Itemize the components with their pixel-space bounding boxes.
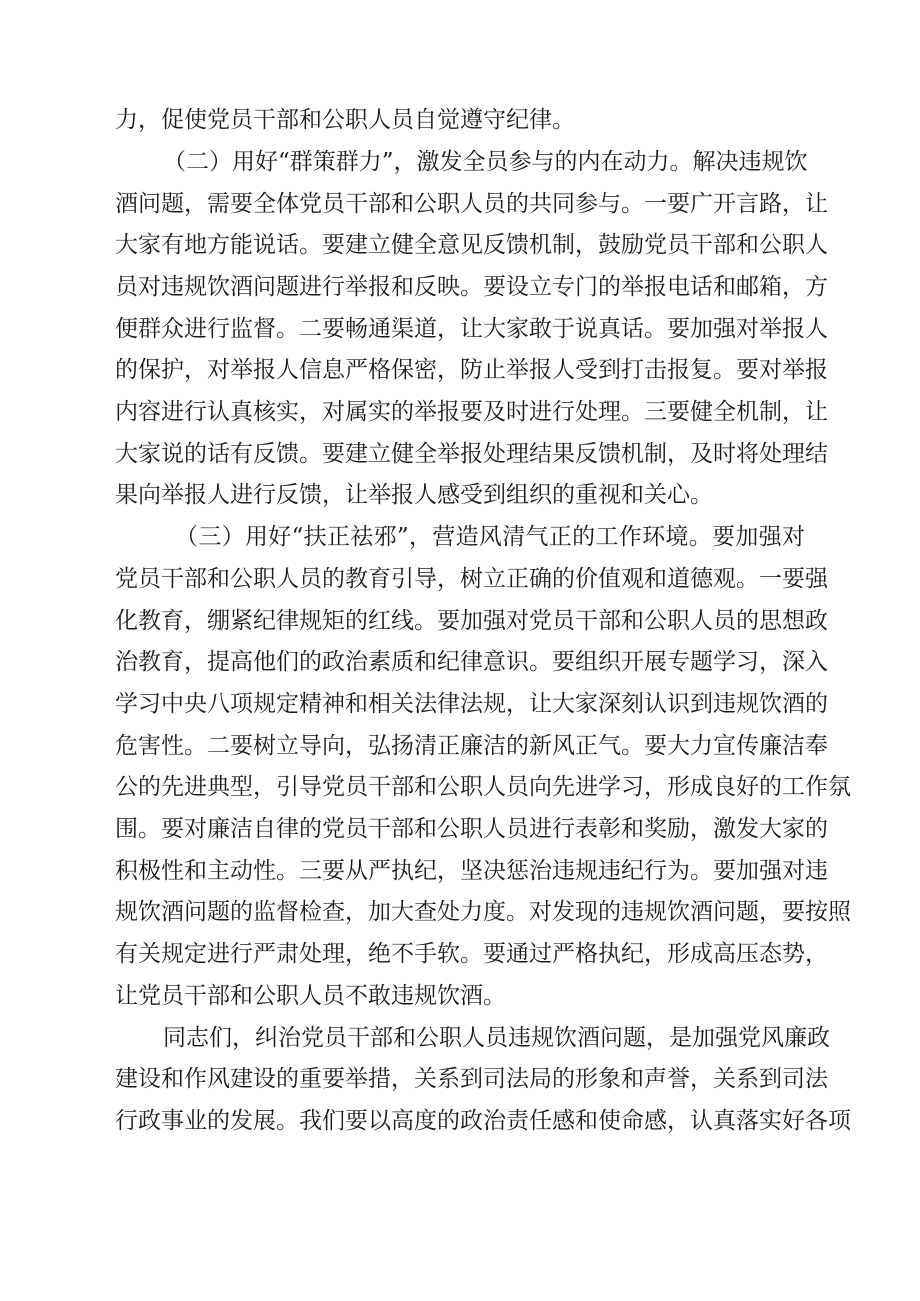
- text-line: 规饮酒问题的监督检查，加大查处力度。对发现的违规饮酒问题，要按照: [115, 899, 851, 925]
- text-line: 治教育，提高他们的政治素质和纪律意识。要组织开展专题学习，深入: [115, 649, 828, 675]
- text-line: 有关规定进行严肃处理，绝不手软。要通过严格执纪，形成高压态势，: [115, 941, 828, 967]
- text-line: 建设和作风建设的重要举措，关系到司法局的形象和声誉，关系到司法: [115, 1066, 828, 1092]
- text-line: 积极性和主动性。三要从严执纪，坚决惩治违规违纪行为。要加强对违: [115, 858, 828, 884]
- text-line: 让党员干部和公职人员不敢违规饮酒。: [115, 983, 506, 1009]
- text-line: 便群众进行监督。二要畅通渠道，让大家敢于说真话。要加强对举报人: [115, 316, 828, 342]
- text-line: 大家有地方能说话。要建立健全意见反馈机制，鼓励党员干部和公职人: [115, 232, 828, 258]
- text-line: 力，促使党员干部和公职人员自觉遵守纪律。: [115, 107, 575, 133]
- text-line: 公的先进典型，引导党员干部和公职人员向先进学习，形成良好的工作氛: [115, 774, 851, 800]
- text-line: 员对违规饮酒问题进行举报和反映。要设立专门的举报电话和邮箱，方: [115, 274, 828, 300]
- text-line: 围。要对廉洁自律的党员干部和公职人员进行表彰和奖励，激发大家的: [115, 816, 828, 842]
- text-line: 酒问题，需要全体党员干部和公职人员的共同参与。一要广开言路，让: [115, 191, 828, 217]
- section-heading-line: （二）用好“群策群力”，激发全员参与的内在动力。解决违规饮: [163, 149, 808, 175]
- text-line: 学习中央八项规定精神和相关法律法规，让大家深刻认识到违规饮酒的: [115, 691, 828, 717]
- text-line: 果向举报人进行反馈，让举报人感受到组织的重视和关心。: [115, 482, 713, 508]
- section-heading-line: （三）用好“扶正祛邪”，营造风清气正的工作环境。要加强对: [175, 524, 805, 550]
- text-line: 化教育，绷紧纪律规矩的红线。要加强对党员干部和公职人员的思想政: [115, 608, 828, 634]
- text-line: 行政事业的发展。我们要以高度的政治责任感和使命感，认真落实好各项: [115, 1108, 851, 1134]
- text-line: 内容进行认真核实，对属实的举报要及时进行处理。三要健全机制，让: [115, 399, 828, 425]
- text-line: 危害性。二要树立导向，弘扬清正廉洁的新风正气。要大力宣传廉洁奉: [115, 733, 828, 759]
- text-line: 党员干部和公职人员的教育引导，树立正确的价值观和道德观。一要强: [115, 566, 828, 592]
- text-line: 大家说的话有反馈。要建立健全举报处理结果反馈机制，及时将处理结: [115, 441, 828, 467]
- text-line: 的保护，对举报人信息严格保密，防止举报人受到打击报复。要对举报: [115, 357, 828, 383]
- paragraph-start-line: 同志们，纠治党员干部和公职人员违规饮酒问题，是加强党风廉政: [163, 1025, 830, 1051]
